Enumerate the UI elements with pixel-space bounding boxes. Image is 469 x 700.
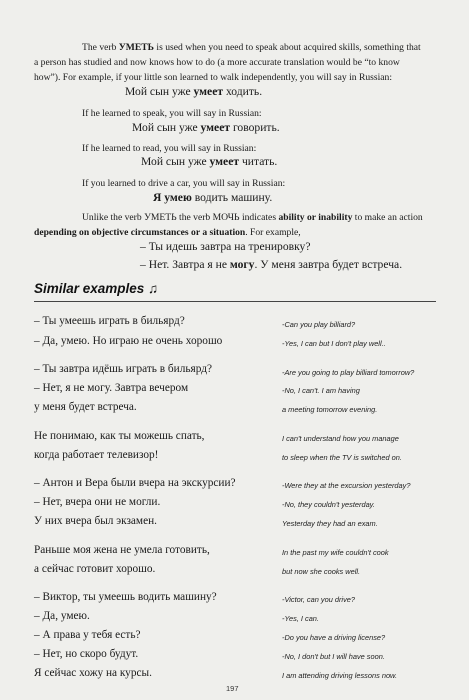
example-en: but now she cooks well. (282, 567, 361, 576)
example-ru: У них вчера был экзамен. (34, 515, 157, 527)
moch-line-1: Unlike the verb УМЕТЬ the verb МОЧЬ indicates ability or inability to make an action (82, 212, 423, 223)
example-en: -Yes, I can but I don't play well.. (282, 339, 386, 348)
intro-line-5: If he learned to read, you will say in Russian: (82, 143, 257, 154)
example-en: a meeting tomorrow evening. (282, 405, 378, 414)
example-en: -Were they at the excursion yesterday? (282, 481, 411, 490)
intro-line-3: how”). For example, if your little son learned to walk independently, you will say in Russian: (34, 72, 393, 83)
example-ru: – Нет, но скоро будут. (34, 648, 139, 660)
example-en: Yesterday they had an exam. (282, 519, 378, 528)
example-en: to sleep when the TV is switched on. (282, 453, 402, 462)
moch-dialog-1: – Ты идешь завтра на тренировку? (140, 240, 311, 253)
example-ru: у меня будет встреча. (34, 401, 137, 413)
example-ru: – Ты умеешь играть в бильярд? (34, 315, 185, 327)
example-ru: когда работает телевизор! (34, 449, 159, 461)
example-ru: – Антон и Вера были вчера на экскурсии? (34, 477, 236, 489)
example-en: -Can you play billiard? (282, 320, 356, 329)
intro-line-2: a person has studied and now knows how to do (a more accurate translation would be “to know (34, 57, 400, 68)
example-en: I am attending driving lessons now. (282, 671, 398, 680)
example-en: -Are you going to play billiard tomorrow? (282, 368, 415, 377)
example-en: I can't understand how you manage (282, 434, 399, 443)
example-ru: – Нет, я не могу. Завтра вечером (34, 382, 189, 394)
intro-line-1: The verb УМЕТЬ is used when you need to speak about acquired skills, something that (82, 42, 421, 53)
page-number: 197 (226, 684, 239, 693)
example-ru: – Нет, вчера они не могли. (34, 496, 161, 508)
example-en: -Yes, I can. (282, 614, 319, 623)
example-ru: – Ты завтра идёшь играть в бильярд? (34, 363, 212, 375)
section-divider (34, 301, 436, 302)
example-en: -No, I can't. I am having (282, 386, 360, 395)
example-en: -Victor, can you drive? (282, 595, 355, 604)
example-en: In the past my wife couldn't cook (282, 548, 389, 557)
moch-dialog-2: – Нет. Завтра я не могу. У меня завтра будет встреча. (140, 258, 403, 271)
example-drive: Я умею водить машину. (153, 191, 273, 204)
example-ru: Я сейчас хожу на курсы. (34, 667, 152, 679)
example-en: -No, I don't but I will have soon. (282, 652, 385, 661)
example-walk: Мой сын уже умеет ходить. (125, 85, 263, 98)
intro-line-4: If he learned to speak, you will say in Russian: (82, 108, 262, 119)
example-ru: а сейчас готовит хорошо. (34, 563, 156, 575)
section-title: Similar examples ♫ (34, 281, 159, 296)
example-en: -No, they couldn't yesterday. (282, 500, 375, 509)
example-speak: Мой сын уже умеет говорить. (132, 121, 280, 134)
example-ru: Не понимаю, как ты можешь спать, (34, 430, 205, 442)
example-ru: – Да, умею. Но играю не очень хорошо (34, 335, 223, 347)
example-read: Мой сын уже умеет читать. (141, 155, 278, 168)
example-ru: – А права у тебя есть? (34, 629, 141, 641)
example-ru: Раньше моя жена не умела готовить, (34, 544, 210, 556)
example-ru: – Да, умею. (34, 610, 90, 622)
moch-line-2: depending on objective circumstances or a situation. For example, (34, 227, 301, 238)
example-ru: – Виктор, ты умеешь водить машину? (34, 591, 217, 603)
intro-line-6: If you learned to drive a car, you will say in Russian: (82, 178, 286, 189)
example-en: -Do you have a driving license? (282, 633, 386, 642)
